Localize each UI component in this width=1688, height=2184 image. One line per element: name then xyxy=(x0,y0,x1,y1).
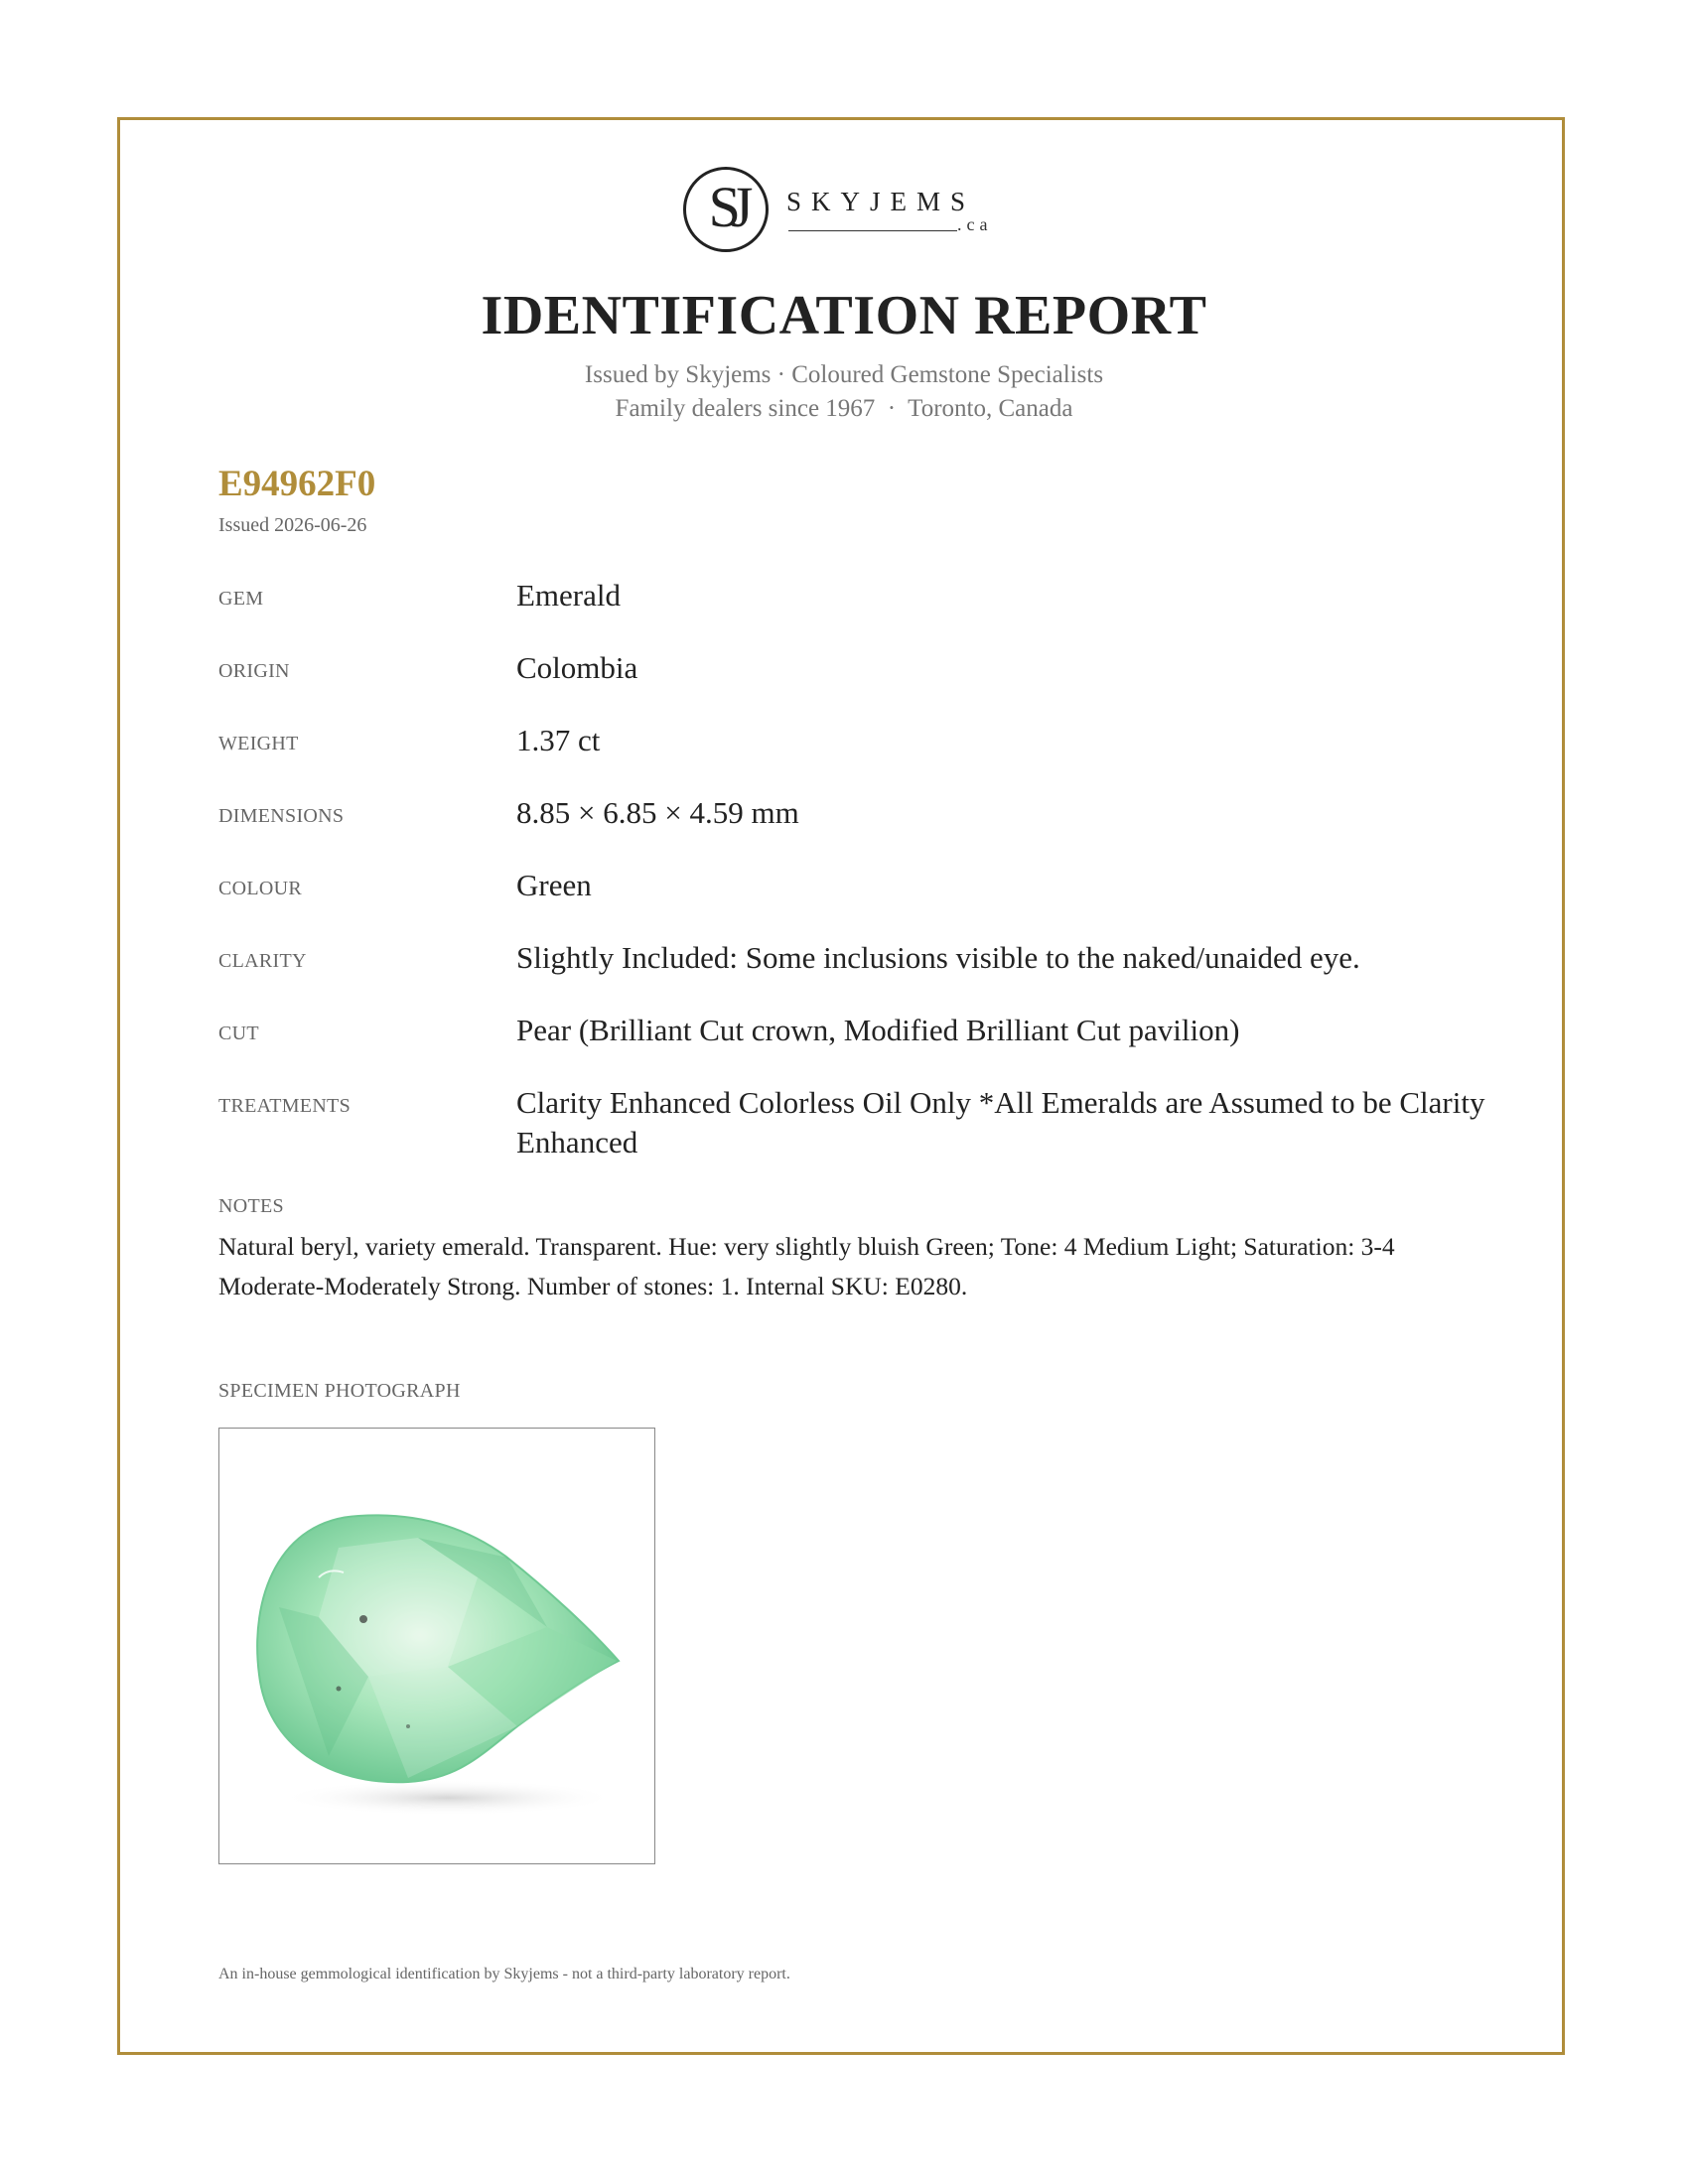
field-value: Green xyxy=(516,868,592,902)
issued-date: Issued 2026-06-26 xyxy=(218,514,367,536)
field-row-cut xyxy=(218,1011,1509,1050)
logo-monogram: SJ xyxy=(708,175,744,239)
field-value: Pear (Brilliant Cut crown, Modified Brilliant Cut pavilion) xyxy=(516,1013,1240,1047)
field-label: WEIGHT xyxy=(218,733,299,754)
logo-wordmark: SKYJEMS xyxy=(786,187,976,216)
field-label: GEM xyxy=(218,588,264,610)
field-label: ORIGIN xyxy=(218,660,290,682)
specimen-photo xyxy=(218,1428,655,1864)
report-subtitle-2: Family dealers since 1967 · Toronto, Canada xyxy=(615,395,1073,422)
field-value: Clarity Enhanced Colorless Oil Only *All Emeralds are Assumed to be Clarity Enhanced xyxy=(516,1085,1485,1160)
field-row-clarity xyxy=(218,938,1509,978)
field-label: COLOUR xyxy=(218,878,303,899)
field-value: Slightly Included: Some inclusions visible to the naked/unaided eye. xyxy=(516,940,1360,975)
report-subtitle-1: Issued by Skyjems · Coloured Gemstone Specialists xyxy=(584,361,1104,388)
field-row-origin xyxy=(218,648,1509,688)
photo-label: SPECIMEN PHOTOGRAPH xyxy=(218,1380,461,1402)
field-label: TREATMENTS xyxy=(218,1095,351,1117)
report-id: E94962F0 xyxy=(218,464,376,504)
field-row-colour xyxy=(218,866,1509,905)
field-label: DIMENSIONS xyxy=(218,805,345,827)
field-row-treatments xyxy=(218,1083,1509,1162)
brand-logo xyxy=(683,167,1011,264)
field-row-dimensions xyxy=(218,793,1509,833)
field-value: Colombia xyxy=(516,650,638,685)
report-title: IDENTIFICATION REPORT xyxy=(481,285,1207,346)
field-value: 8.85 × 6.85 × 4.59 mm xyxy=(516,795,799,830)
field-value: 1.37 ct xyxy=(516,723,601,757)
report-fields xyxy=(218,576,1509,1195)
notes-text: Natural beryl, variety emerald. Transparent. Hue: very slightly bluish Green; Tone: 4 Medium Light; Saturation: 3-4 Moderate-Moderately Strong. Number of stones: 1. Internal SKU: E0280. xyxy=(218,1232,1395,1300)
report-disclaimer: An in-house gemmological identification by Skyjems - not a third-party laboratory report. xyxy=(218,1966,790,1982)
logo-tld: .ca xyxy=(957,214,993,234)
field-value: Emerald xyxy=(516,578,622,613)
logo-rule xyxy=(788,230,957,231)
field-label: CLARITY xyxy=(218,950,307,972)
field-label: CUT xyxy=(218,1023,259,1044)
notes-label: NOTES xyxy=(218,1195,284,1217)
field-row-gem xyxy=(218,576,1509,615)
emerald-gem-photo-icon xyxy=(219,1429,655,1864)
field-row-weight xyxy=(218,721,1509,760)
